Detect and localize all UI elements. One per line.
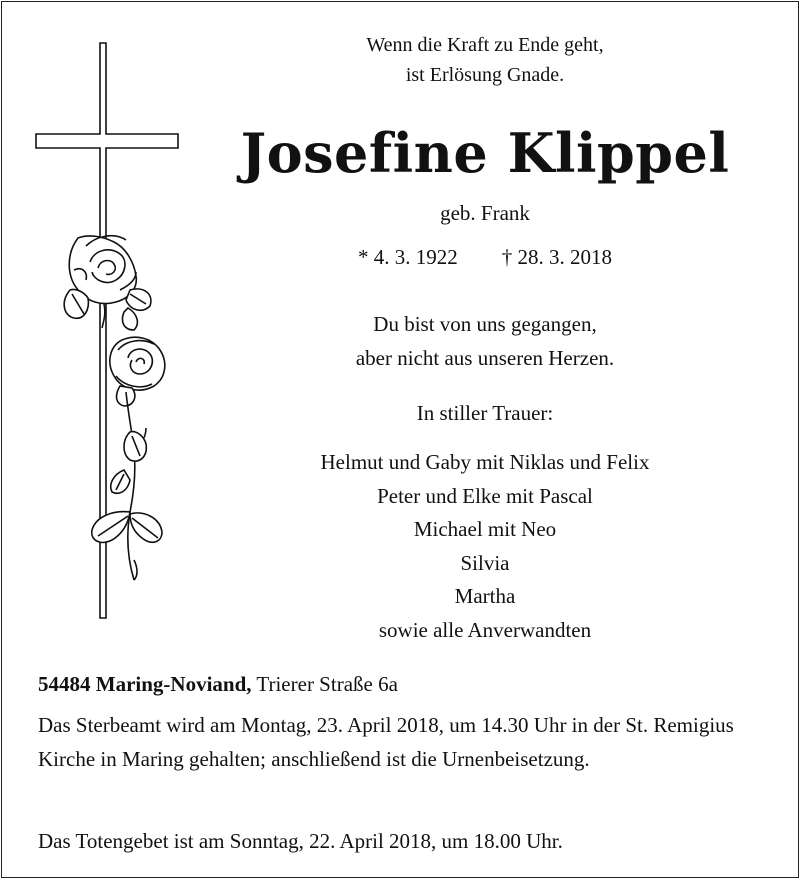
verse-line: aber nicht aus unseren Herzen. [355, 346, 615, 370]
motto [200, 30, 770, 90]
mourner-line: sowie alle Anverwandten [378, 617, 592, 642]
cross-with-roses-icon [30, 40, 190, 640]
born-name: geb. Frank [440, 201, 530, 225]
motto-line: Wenn die Kraft zu Ende geht, [366, 34, 604, 56]
funeral-service-text: Das Sterbeamt wird am Montag, 23. April 2018, um 14.30 Uhr in der St. Remigius Kirche in Maring gehalten; anschließend ist die Urnenbeisetzung. [38, 713, 734, 771]
death-date: † 28. 3. 2018 [501, 245, 612, 269]
mourner-line: Peter und Elke mit Pascal [377, 483, 593, 508]
address-street: Trierer Straße 6a [251, 672, 398, 696]
mourner-line: Silvia [460, 550, 510, 575]
mourner-line: Michael mit Neo [413, 517, 557, 541]
verse-line: Du bist von uns gegangen, [373, 312, 597, 336]
address [38, 667, 768, 701]
address-city: 54484 Maring-Noviand, [38, 672, 252, 696]
birth-date: * 4. 3. 1922 [358, 245, 458, 269]
motto-line: ist Erlösung Gnade. [405, 64, 565, 86]
deceased-name: Josefine Klippel [240, 121, 730, 185]
mourner-line: Helmut und Gaby mit Niklas und Felix [320, 450, 650, 474]
mourners-list [200, 446, 770, 647]
mourner-line: Martha [454, 584, 516, 608]
life-dates [200, 242, 770, 272]
mourning-heading: In stiller Trauer: [416, 401, 554, 425]
verse [200, 307, 770, 375]
prayer-text: Das Totengebet ist am Sonntag, 22. April 2018, um 18.00 Uhr. [38, 829, 563, 853]
